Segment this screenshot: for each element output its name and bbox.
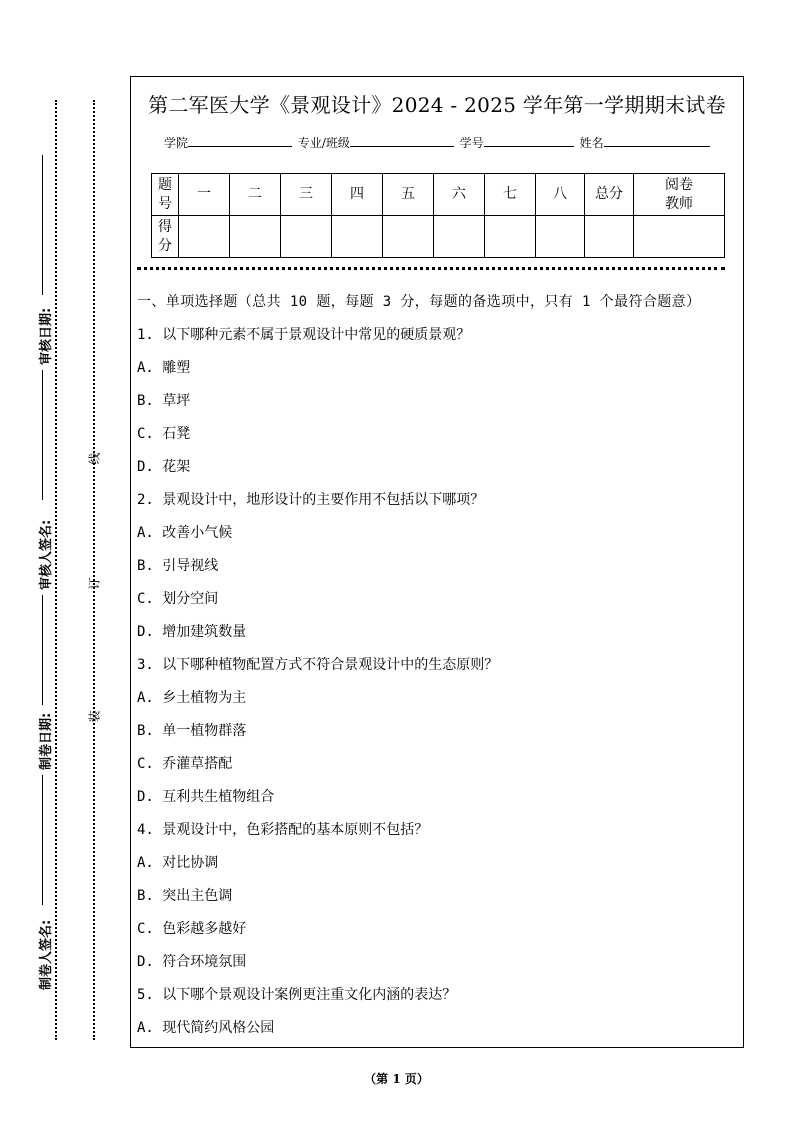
- option-text: C. 划分空间: [137, 591, 219, 607]
- binding-mark-bind: 装: [87, 710, 102, 723]
- col-1: 一: [179, 174, 230, 216]
- score-cell-2[interactable]: [230, 216, 281, 258]
- col-3: 三: [281, 174, 332, 216]
- binding-mark-line: 线: [87, 452, 102, 465]
- option-text: A. 雕塑: [137, 360, 191, 376]
- col-5: 五: [383, 174, 434, 216]
- score-table-header-row: [152, 174, 725, 216]
- option-text: A. 乡土植物为主: [137, 690, 247, 706]
- option-text: B. 引导视线: [137, 558, 219, 574]
- option-text: D. 符合环境氛围: [137, 954, 247, 970]
- question-stem: 1. 以下哪种元素不属于景观设计中常见的硬质景观？: [137, 327, 471, 343]
- col-7: 七: [485, 174, 536, 216]
- student-info-row: [164, 134, 712, 151]
- college-field[interactable]: [188, 134, 292, 147]
- page-number: （第 1 页）: [364, 1072, 429, 1086]
- question-stem: 2. 景观设计中，地形设计的主要作用不包括以下哪项？: [137, 492, 485, 508]
- score-cell-6[interactable]: [434, 216, 485, 258]
- signature-line-review-date: [42, 155, 43, 295]
- option-text: B. 草坪: [137, 393, 191, 409]
- binding-dotted-line-left: [55, 100, 57, 1040]
- signature-line-reviewer: [42, 370, 43, 500]
- exam-title: 第二军医大学《景观设计》2024 - 2025 学年第一学期期末试卷: [148, 93, 726, 117]
- score-cell-grader[interactable]: [634, 216, 725, 258]
- option-text: C. 石凳: [137, 426, 191, 442]
- score-table: [151, 173, 725, 258]
- binding-dotted-line-right: [93, 100, 95, 1040]
- major-class-field[interactable]: [350, 134, 454, 147]
- name-field[interactable]: [604, 134, 710, 147]
- score-label: 得分: [152, 216, 179, 258]
- col-8: 八: [536, 174, 585, 216]
- option-text: D. 互利共生植物组合: [137, 789, 275, 805]
- option-text: B. 突出主色调: [137, 888, 233, 904]
- option-text: C. 色彩越多越好: [137, 921, 247, 937]
- col-6: 六: [434, 174, 485, 216]
- col-grader: [634, 174, 725, 216]
- option-text: A. 改善小气候: [137, 525, 233, 541]
- score-cell-1[interactable]: [179, 216, 230, 258]
- reviewer-signature-label: 审核人签名:: [39, 519, 54, 590]
- name-label: 姓名: [579, 136, 604, 150]
- major-class-label: 专业/班级: [297, 136, 350, 150]
- col-total: 总分: [585, 174, 634, 216]
- option-text: C. 乔灌草搭配: [137, 756, 233, 772]
- score-cell-total[interactable]: [585, 216, 634, 258]
- review-date-label: 审核日期:: [39, 307, 54, 365]
- question-stem: 5. 以下哪个景观设计案例更注重文化内涵的表达？: [137, 987, 457, 1003]
- option-text: A. 现代简约风格公园: [137, 1020, 275, 1036]
- student-id-field[interactable]: [484, 134, 574, 147]
- student-id-label: 学号: [459, 136, 484, 150]
- score-cell-3[interactable]: [281, 216, 332, 258]
- question-stem: 3. 以下哪种植物配置方式不符合景观设计中的生态原则？: [137, 657, 499, 673]
- col-4: 四: [332, 174, 383, 216]
- exam-frame: [130, 76, 744, 1048]
- score-table-score-row: [152, 216, 725, 258]
- score-cell-5[interactable]: [383, 216, 434, 258]
- college-label: 学院: [164, 136, 189, 150]
- option-text: A. 对比协调: [137, 855, 219, 871]
- compile-date-label: 制卷日期:: [39, 712, 54, 770]
- compiler-signature-label: 制卷人签名:: [39, 919, 54, 990]
- col-2: 二: [230, 174, 281, 216]
- option-text: D. 花架: [137, 459, 191, 475]
- section-heading: 一、单项选择题（总共 10 题，每题 3 分，每题的备选项中，只有 1 个最符合题意）: [137, 294, 701, 310]
- option-text: B. 单一植物群落: [137, 723, 247, 739]
- signature-line-compile-date: [42, 595, 43, 705]
- question-stem: 4. 景观设计中，色彩搭配的基本原则不包括？: [137, 822, 429, 838]
- question-number-label: 题号: [152, 174, 179, 216]
- signature-line-compiler: [42, 775, 43, 905]
- score-cell-8[interactable]: [536, 216, 585, 258]
- binding-mark-staple: 订: [87, 577, 102, 590]
- grader-label: 阅卷教师: [665, 176, 693, 212]
- score-cell-7[interactable]: [485, 216, 536, 258]
- section-divider: [137, 267, 725, 270]
- option-text: D. 增加建筑数量: [137, 624, 247, 640]
- score-cell-4[interactable]: [332, 216, 383, 258]
